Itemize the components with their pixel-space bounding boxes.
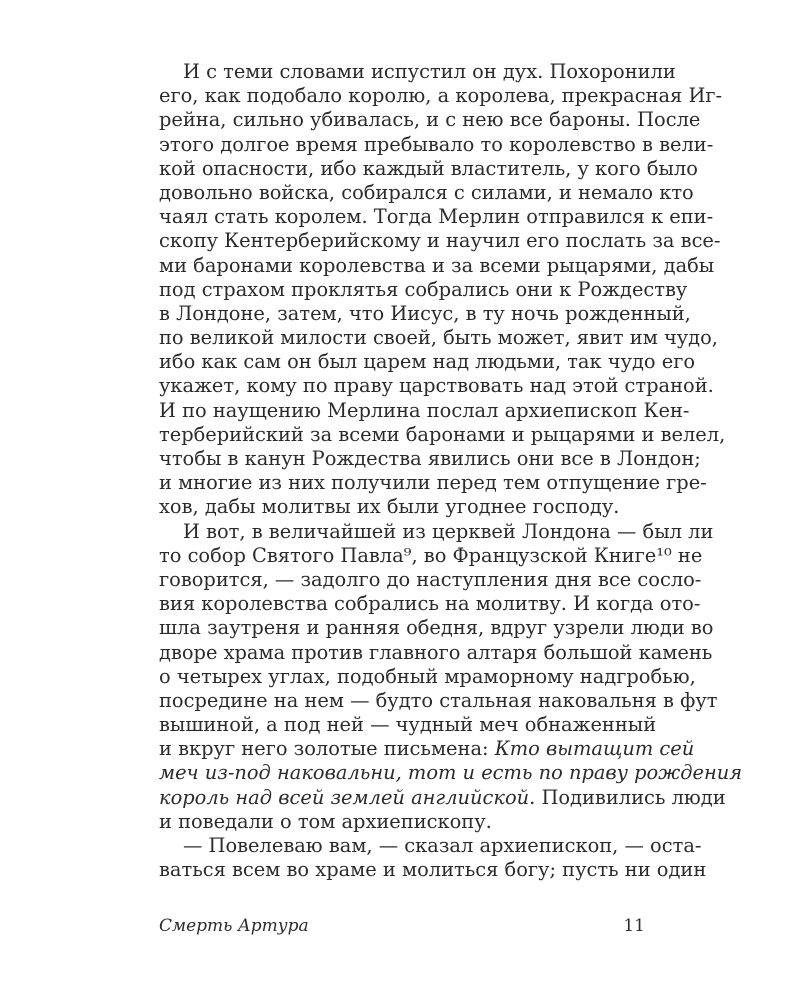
text-line: — Повелеваю вам, — сказал архиепископ, — оста- [183,834,702,857]
text-line: И вот, в величайшей из церквей Лондона — был ли [183,519,714,543]
text-line: его, как подобало королю, а королева, прекрасная Иг- [159,84,723,108]
text-line: посредине на нем — будто стальная наковальня в фут [159,688,718,712]
text-line: чтобы в канун Рождества явились они все в Лондон; [159,447,701,470]
paragraph [159,60,726,520]
line-segment: и вкруг него золотые письмена: [159,737,489,761]
text-line: то собор Святого Павла⁹, во Французской Книге¹⁰ не [159,543,703,567]
page-footer [159,916,645,936]
text-line: ваться всем во храме и молиться богу; пусть ни один [159,858,707,882]
text-line: ибо как сам он был царем над людьми, так чудо его [159,350,696,374]
italic-inscription: меч из-под наковальни, тот и есть по праву рождения [159,761,743,785]
text-line: кой опасности, ибо каждый властитель, у кого было [159,156,698,180]
line-segment: Подивились люди [541,785,726,809]
italic-inscription: Кто вытащит сей [494,737,695,761]
italic-inscription: король над всей землей английской. [159,785,536,809]
text-line: чаял стать королем. Тогда Мерлин отправился к епи- [159,205,714,229]
text-line: вышиной, а под ней — чудный меч обнаженный [159,713,657,737]
text-line: довольно войска, собирался с силами, и немало кто [159,180,694,204]
running-title: Смерть Артура [159,916,309,936]
text-line: вия королевства собрались на молитву. И когда ото- [159,592,701,616]
text-line: скопу Кентерберийскому и научил его послать за все- [159,229,721,253]
page-number: 11 [623,916,645,936]
text-line: говорится, — задолго до наступления дня все сосло- [159,567,702,591]
text-line: ми баронами королевства и за всеми рыцарями, дабы [159,253,715,277]
text-line: дворе храма против главного алтаря большой камень [159,640,713,664]
text-line: в Лондоне, затем, что Иисус, в ту ночь рожденный, [159,301,691,325]
text-line [159,737,695,761]
text-line: И с теми словами испустил он дух. Похоронили [183,60,676,83]
text-line: о четырех углах, подобный мраморному надгробью, [159,664,696,688]
paragraph [159,834,707,882]
page-body [159,60,743,882]
text-line [159,785,726,810]
text-line: под страхом проклятья собрались они к Рождеству [159,277,688,301]
text-line: и поведали о том архиепископу. [159,809,492,833]
paragraph [159,519,743,834]
text-line: и многие из них получили перед тем отпущение гре- [159,471,707,495]
text-line: шла заутреня и ранняя обедня, вдруг узрели люди во [159,616,714,640]
text-line: укажет, кому по праву царствовать над этой страной. [159,374,714,398]
text-line: терберийский за всеми баронами и рыцарями и велел, [159,422,726,446]
text-line: хов, дабы молитвы их были угоднее господу. [159,495,620,519]
text-line: рейна, сильно убивалась, и с нею все бароны. После [159,108,701,132]
text-line: по великой милости своей, быть может, явит им чудо, [159,326,718,350]
text-line: этого долгое время пребывало то королевство в вели- [159,132,714,156]
text-line: И по наущению Мерлина послал архиепископ Кен- [159,398,690,422]
text-line [159,761,743,785]
